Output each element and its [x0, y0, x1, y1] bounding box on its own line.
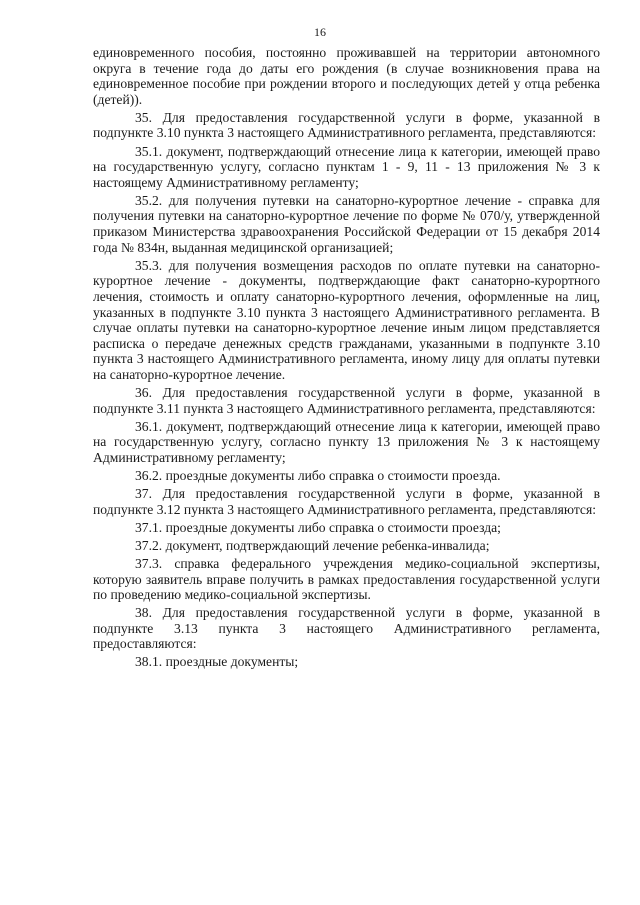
paragraph: 36.2. проездные документы либо справка о стоимости проезда. [135, 467, 501, 483]
paragraph: 35. Для предоставления государственной услуги в форме, указанной в подпункте 3.10 пункта 3 настоящего Административного регламента, представляются: [93, 109, 600, 141]
paragraph: 36.1. документ, подтверждающий отнесение лица к категории, имеющей право на государственную услугу, согласно пункту 13 приложения № 3 к настоящему Административному регламенту; [93, 418, 600, 465]
page-number: 16 [314, 25, 326, 39]
paragraph: 37.2. документ, подтверждающий лечение ребенка-инвалида; [135, 537, 490, 553]
paragraph: единовременного пособия, постоянно проживавшей на территории автономного округа в течение года до даты его рождения (в случае возникновения права на единовременное пособие при рождении второго и последующих детей у отца ребенка (детей)). [93, 45, 600, 107]
paragraph: 38. Для предоставления государственной услуги в форме, указанной в подпункте 3.13 пункта 3 настоящего Административного регламента, предоставляются: [93, 605, 600, 652]
paragraph: 35.2. для получения путевки на санаторно-курортное лечение - справка для получения путевки на санаторно-курортное лечение по форме № 070/у, утвержденной приказом Министерства здравоохранения Российской Федерации от 15 декабря 2014 года № 834н, выданная медицинской организацией; [93, 192, 600, 255]
paragraph: 38.1. проездные документы; [135, 654, 299, 670]
paragraph: 35.1. документ, подтверждающий отнесение лица к категории, имеющей право на государственную услугу, согласно пунктам 1 - 9, 11 - 13 приложения № 3 к настоящему Административному регламенту; [93, 143, 600, 190]
paragraph: 37.3. справка федерального учреждения медико-социальной экспертизы, которую заявитель вправе получить в рамках предоставления государственной услуги по проведению медико-социальной экспертизы. [93, 555, 600, 603]
paragraph: 36. Для предоставления государственной услуги в форме, указанной в подпункте 3.11 пункта 3 настоящего Административного регламента, представляются: [93, 384, 600, 416]
paragraph: 37. Для предоставления государственной услуги в форме, указанной в подпункте 3.12 пункта 3 настоящего Административного регламента, представляются: [93, 486, 600, 517]
paragraph: 37.1. проездные документы либо справка о стоимости проезда; [135, 519, 501, 535]
paragraph: 35.3. для получения возмещения расходов по оплате путевки на санаторно-курортное лечение - документы, подтверждающие факт санаторно-курортного лечения, стоимость и оплату санаторно-курортного лечения, оформленные на лиц, указанных в подпункте 3.10 пункта 3 настоящего Административного регламента. В случае оплаты путевки на санаторно-курортное лечение иным лицом представляется расписка о передаче денежных средств гражданами, указанными в подпункте 3.10 пункта 3 настоящего Административного регламента, иному лицу для оплаты путевки на санаторно-курортное лечение. [93, 257, 600, 382]
document-body [93, 45, 600, 673]
